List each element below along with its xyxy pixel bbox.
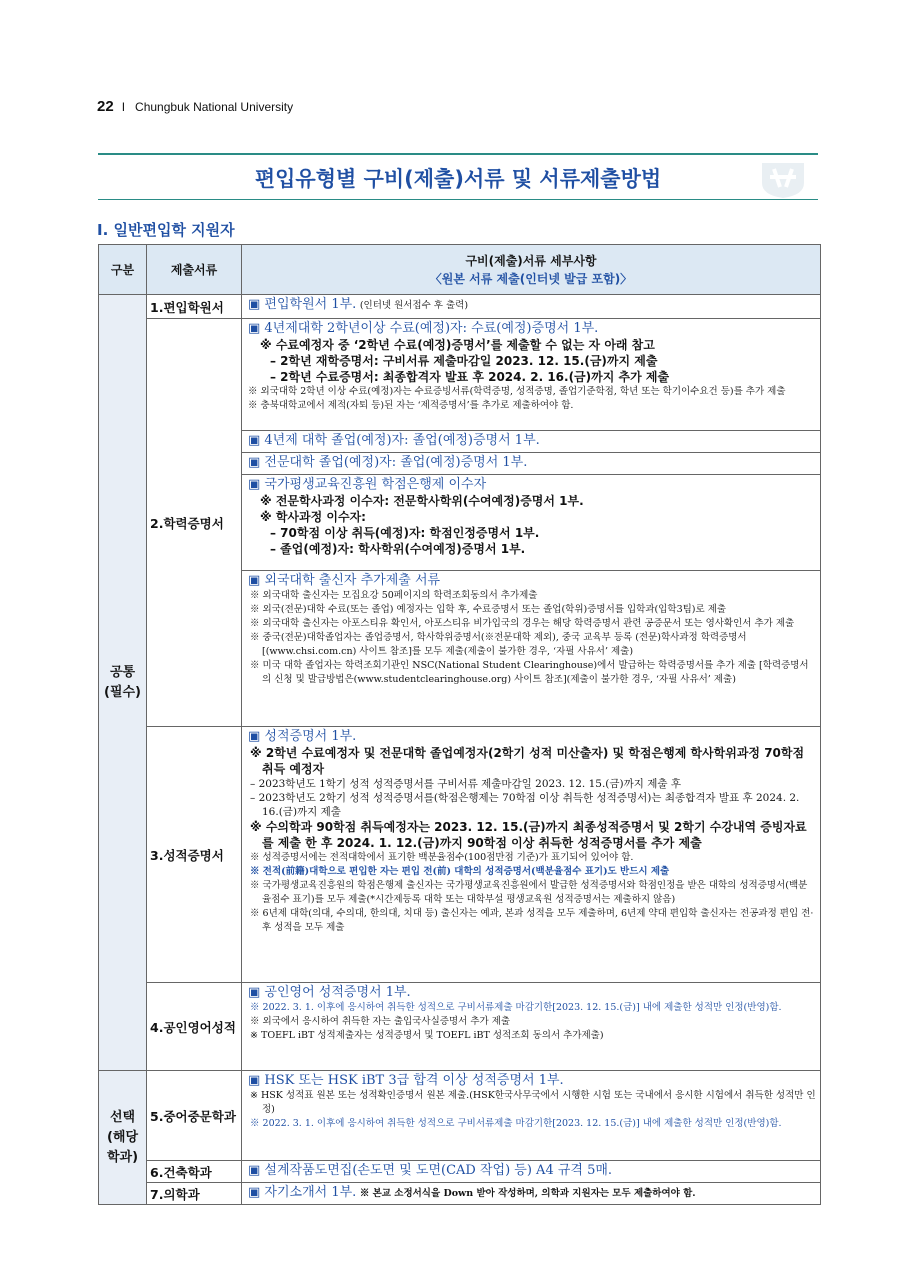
- detail-line: ※ 2022. 3. 1. 이후에 응시하여 취득한 성적으로 구비서류제출 마감기한[2023. 12. 15.(금)] 내에 제출한 성적만 인정(반영)함.: [250, 1118, 782, 1129]
- detail-line: ▣ HSK 또는 HSK iBT 3급 합격 이상 성적증명서 1부.: [248, 1073, 564, 1088]
- detail-line: – 2학년 수료증명서: 최종합격자 발표 후 2024. 2. 16.(금)까지 추가 제출: [270, 370, 670, 384]
- detail-line: ※ HSK 성적표 원본 또는 성적확인증명서 원본 제출.(HSK한국사무국에서 시행한 시험 또는 국내에서 응시한 시험에서 취득한 성적만 인정): [250, 1090, 816, 1115]
- detail-line: ※ 외국(전문)대학 수료(또는 졸업) 예정자는 입학 후, 수료증명서 또는 졸업(학위)증명서를 입학과(입학3팀)로 제출: [250, 604, 727, 615]
- university-emblem-icon: [758, 157, 808, 199]
- header-details: [242, 245, 821, 295]
- detail-line: ※ 학사과정 이수자:: [260, 510, 366, 524]
- doc-detail-academic-b5: [242, 571, 821, 727]
- detail-note: ※ 본교 소정서식을 Down 받아 작성하며, 의학과 지원자는 모두 제출하여야 함.: [359, 1188, 696, 1199]
- detail-line: ※ 충북대학교에서 제적(자퇴 등)된 자는 ‘제적증명서’를 추가로 제출하여야 함.: [248, 400, 574, 411]
- doc-detail-medicine: [242, 1183, 821, 1205]
- detail-line: ※ 성적증명서에는 전적대학에서 표기한 백분율점수(100점만점 기준)가 표기되어 있어야 함.: [250, 852, 634, 863]
- detail-line: ※ 수료예정자 중 ‘2학년 수료(예정)증명서’를 제출할 수 없는 자 아래 참고: [260, 338, 655, 352]
- header-documents: 제출서류: [147, 245, 242, 295]
- page-separator: I: [121, 100, 126, 114]
- detail-line: ※ 외국대학 출신자는 모집요강 50페이지의 학력조회동의서 추가제출: [250, 590, 538, 601]
- doc-name-medicine: 7.의학과: [147, 1183, 242, 1205]
- detail-line: – 2023학년도 1학기 성적 성적증명서를 구비서류 제출마감일 2023. 12. 15.(금)까지 제출 후: [250, 778, 682, 790]
- detail-line: ※ 6년제 대학(의대, 수의대, 한의대, 치대 등) 출신자는 예과, 본과 성적을 모두 제출하며, 6년제 약대 편입학 출신자는 전공과정 편입 전·후 성적을 모두 제출: [250, 908, 814, 933]
- doc-name-application: 1.편입학원서: [147, 295, 242, 319]
- header-category: 구분: [99, 245, 147, 295]
- detail-line: ▣ 국가평생교육진흥원 학점은행제 이수자: [248, 477, 487, 492]
- detail-line: ▣ 외국대학 출신자 추가제출 서류: [248, 573, 441, 588]
- doc-detail-architecture: [242, 1161, 821, 1183]
- detail-line: ※ 2학년 수료예정자 및 전문대학 졸업예정자(2학기 성적 미산출자) 및 학점은행제 학사학위과정 70학점 취득 예정자: [250, 746, 805, 776]
- detail-line: ※ 미국 대학 졸업자는 학력조회기관인 NSC(National Student Clearinghouse)에서 발급하는 학력증명서를 추가 제출 [학력증명서의 신청 및 발급방법은(www.studentclearinghouse.org) 사이트 참조](제출이 불가한 경우, ‘자필 사유서’ 제출): [250, 660, 809, 685]
- doc-name-chinese: 5.중어중문학과: [147, 1071, 242, 1161]
- detail-line: – 2023학년도 2학기 성적 성적증명서를(학점은행제는 70학점 이상 취득한 성적증명서)는 최종합격자 발표 후 2024. 2. 16.(금)까지 제출: [250, 792, 800, 818]
- doc-detail-application: [242, 295, 821, 319]
- doc-detail-academic-b1: [242, 319, 821, 431]
- doc-detail-academic-b3: [242, 453, 821, 475]
- page-number: 22: [97, 98, 114, 115]
- doc-detail-academic-b4: [242, 475, 821, 571]
- detail-line: – 2학년 재학증명서: 구비서류 제출마감일 2023. 12. 15.(금)까지 제출: [270, 354, 658, 368]
- detail-note: (인터넷 원서접수 후 출력): [359, 300, 469, 311]
- detail-line: ▣ 설계작품도면집(손도면 및 도면(CAD 작업) 등) A4 규격 5매.: [248, 1163, 613, 1178]
- detail-main: ▣ 편입학원서 1부.: [248, 297, 357, 312]
- doc-name-transcript: 3.성적증명서: [147, 727, 242, 983]
- detail-line: – 졸업(예정)자: 학사학위(수여예정)증명서 1부.: [270, 542, 526, 556]
- group-common: 공통 (필수): [99, 295, 147, 1071]
- detail-line: ※ 외국대학 출신자는 아포스티유 확인서, 아포스티유 비가입국의 경우는 해당 학력증명서 관련 공증문서 또는 영사확인서 추가 제출: [250, 618, 795, 629]
- header-details-title: 구비(제출)서류 세부사항: [465, 253, 597, 268]
- page-title: 편입유형별 구비(제출)서류 및 서류제출방법: [254, 167, 662, 191]
- detail-line: ▣ 전문대학 졸업(예정)자: 졸업(예정)증명서 1부.: [248, 455, 528, 470]
- detail-line: ▣ 성적증명서 1부.: [248, 729, 357, 744]
- detail-line: – 70학점 이상 취득(예정)자: 학점인정증명서 1부.: [270, 526, 540, 540]
- doc-detail-chinese: [242, 1071, 821, 1161]
- detail-line: ※ 전문학사과정 이수자: 전문학사학위(수여예정)증명서 1부.: [260, 494, 584, 508]
- doc-detail-english: [242, 983, 821, 1071]
- section-heading: Ⅰ. 일반편입학 지원자: [97, 221, 235, 239]
- header-details-sub: 〈원본 서류 제출(인터넷 발급 포함)〉: [429, 271, 633, 286]
- university-name: Chungbuk National University: [135, 100, 294, 114]
- detail-line: ▣ 자기소개서 1부.: [248, 1185, 357, 1200]
- group-optional: 선택 (해당 학과): [99, 1071, 147, 1205]
- doc-detail-academic-b2: [242, 431, 821, 453]
- detail-line: ※ 외국에서 응시하여 취득한 자는 출입국사실증명서 추가 제출: [250, 1016, 511, 1027]
- detail-line: ※ 2022. 3. 1. 이후에 응시하여 취득한 성적으로 구비서류제출 마감기한[2023. 12. 15.(금)] 내에 제출한 성적만 인정(반영)함.: [250, 1002, 782, 1013]
- detail-line: ▣ 공인영어 성적증명서 1부.: [248, 985, 411, 1000]
- page-number-line: [97, 98, 293, 115]
- doc-detail-transcript: [242, 727, 821, 983]
- doc-name-architecture: 6.건축학과: [147, 1161, 242, 1183]
- documents-table: [98, 244, 821, 1205]
- title-bar: [98, 153, 818, 200]
- detail-line: ※ 수의학과 90학점 취득예정자는 2023. 12. 15.(금)까지 최종성적증명서 및 2학기 수강내역 증빙자료를 제출 한 후 2024. 1. 12.(금)까지 90학점 이상 취득한 성적증명서를 추가 제출: [250, 820, 807, 850]
- detail-line: ※ 외국대학 2학년 이상 수료(예정)자는 수료증빙서류(학력증명, 성적증명, 졸업기준학점, 학년 또는 학기이수요건 등)를 추가 제출: [248, 386, 786, 397]
- detail-line: ▣ 4년제 대학 졸업(예정)자: 졸업(예정)증명서 1부.: [248, 433, 540, 448]
- detail-line: ※ TOEFL iBT 성적제출자는 성적증명서 및 TOEFL iBT 성적조회 동의서 추가제출): [250, 1030, 604, 1041]
- detail-line: ※ 전적(前籍)대학으로 편입한 자는 편입 전(前) 대학의 성적증명서(백분율점수 표기)도 반드시 제출: [250, 866, 670, 877]
- detail-line: ※ 중국(전문)대학졸업자는 졸업증명서, 학사학위증명서(※전문대학 제외), 중국 교육부 등록 (전문)학사과정 학력증명서 [(www.chsi.com.cn) 사이트 참조]를 모두 제출(제출이 불가한 경우, ‘자필 사유서’ 제출): [250, 632, 747, 657]
- detail-line: ▣ 4년제대학 2학년이상 수료(예정)자: 수료(예정)증명서 1부.: [248, 321, 599, 336]
- doc-name-academic: 2.학력증명서: [147, 319, 242, 727]
- detail-line: ※ 국가평생교육진흥원의 학점은행제 출신자는 국가평생교육진흥원에서 발급한 성적증명서와 학점인정을 받은 대학의 성적증명서(백분율점수 표기)를 모두 제출(*시간제등록 대학 또는 대학부설 평생교육원 성적증명서는 제출하지 않음): [250, 880, 808, 905]
- doc-name-english: 4.공인영어성적: [147, 983, 242, 1071]
